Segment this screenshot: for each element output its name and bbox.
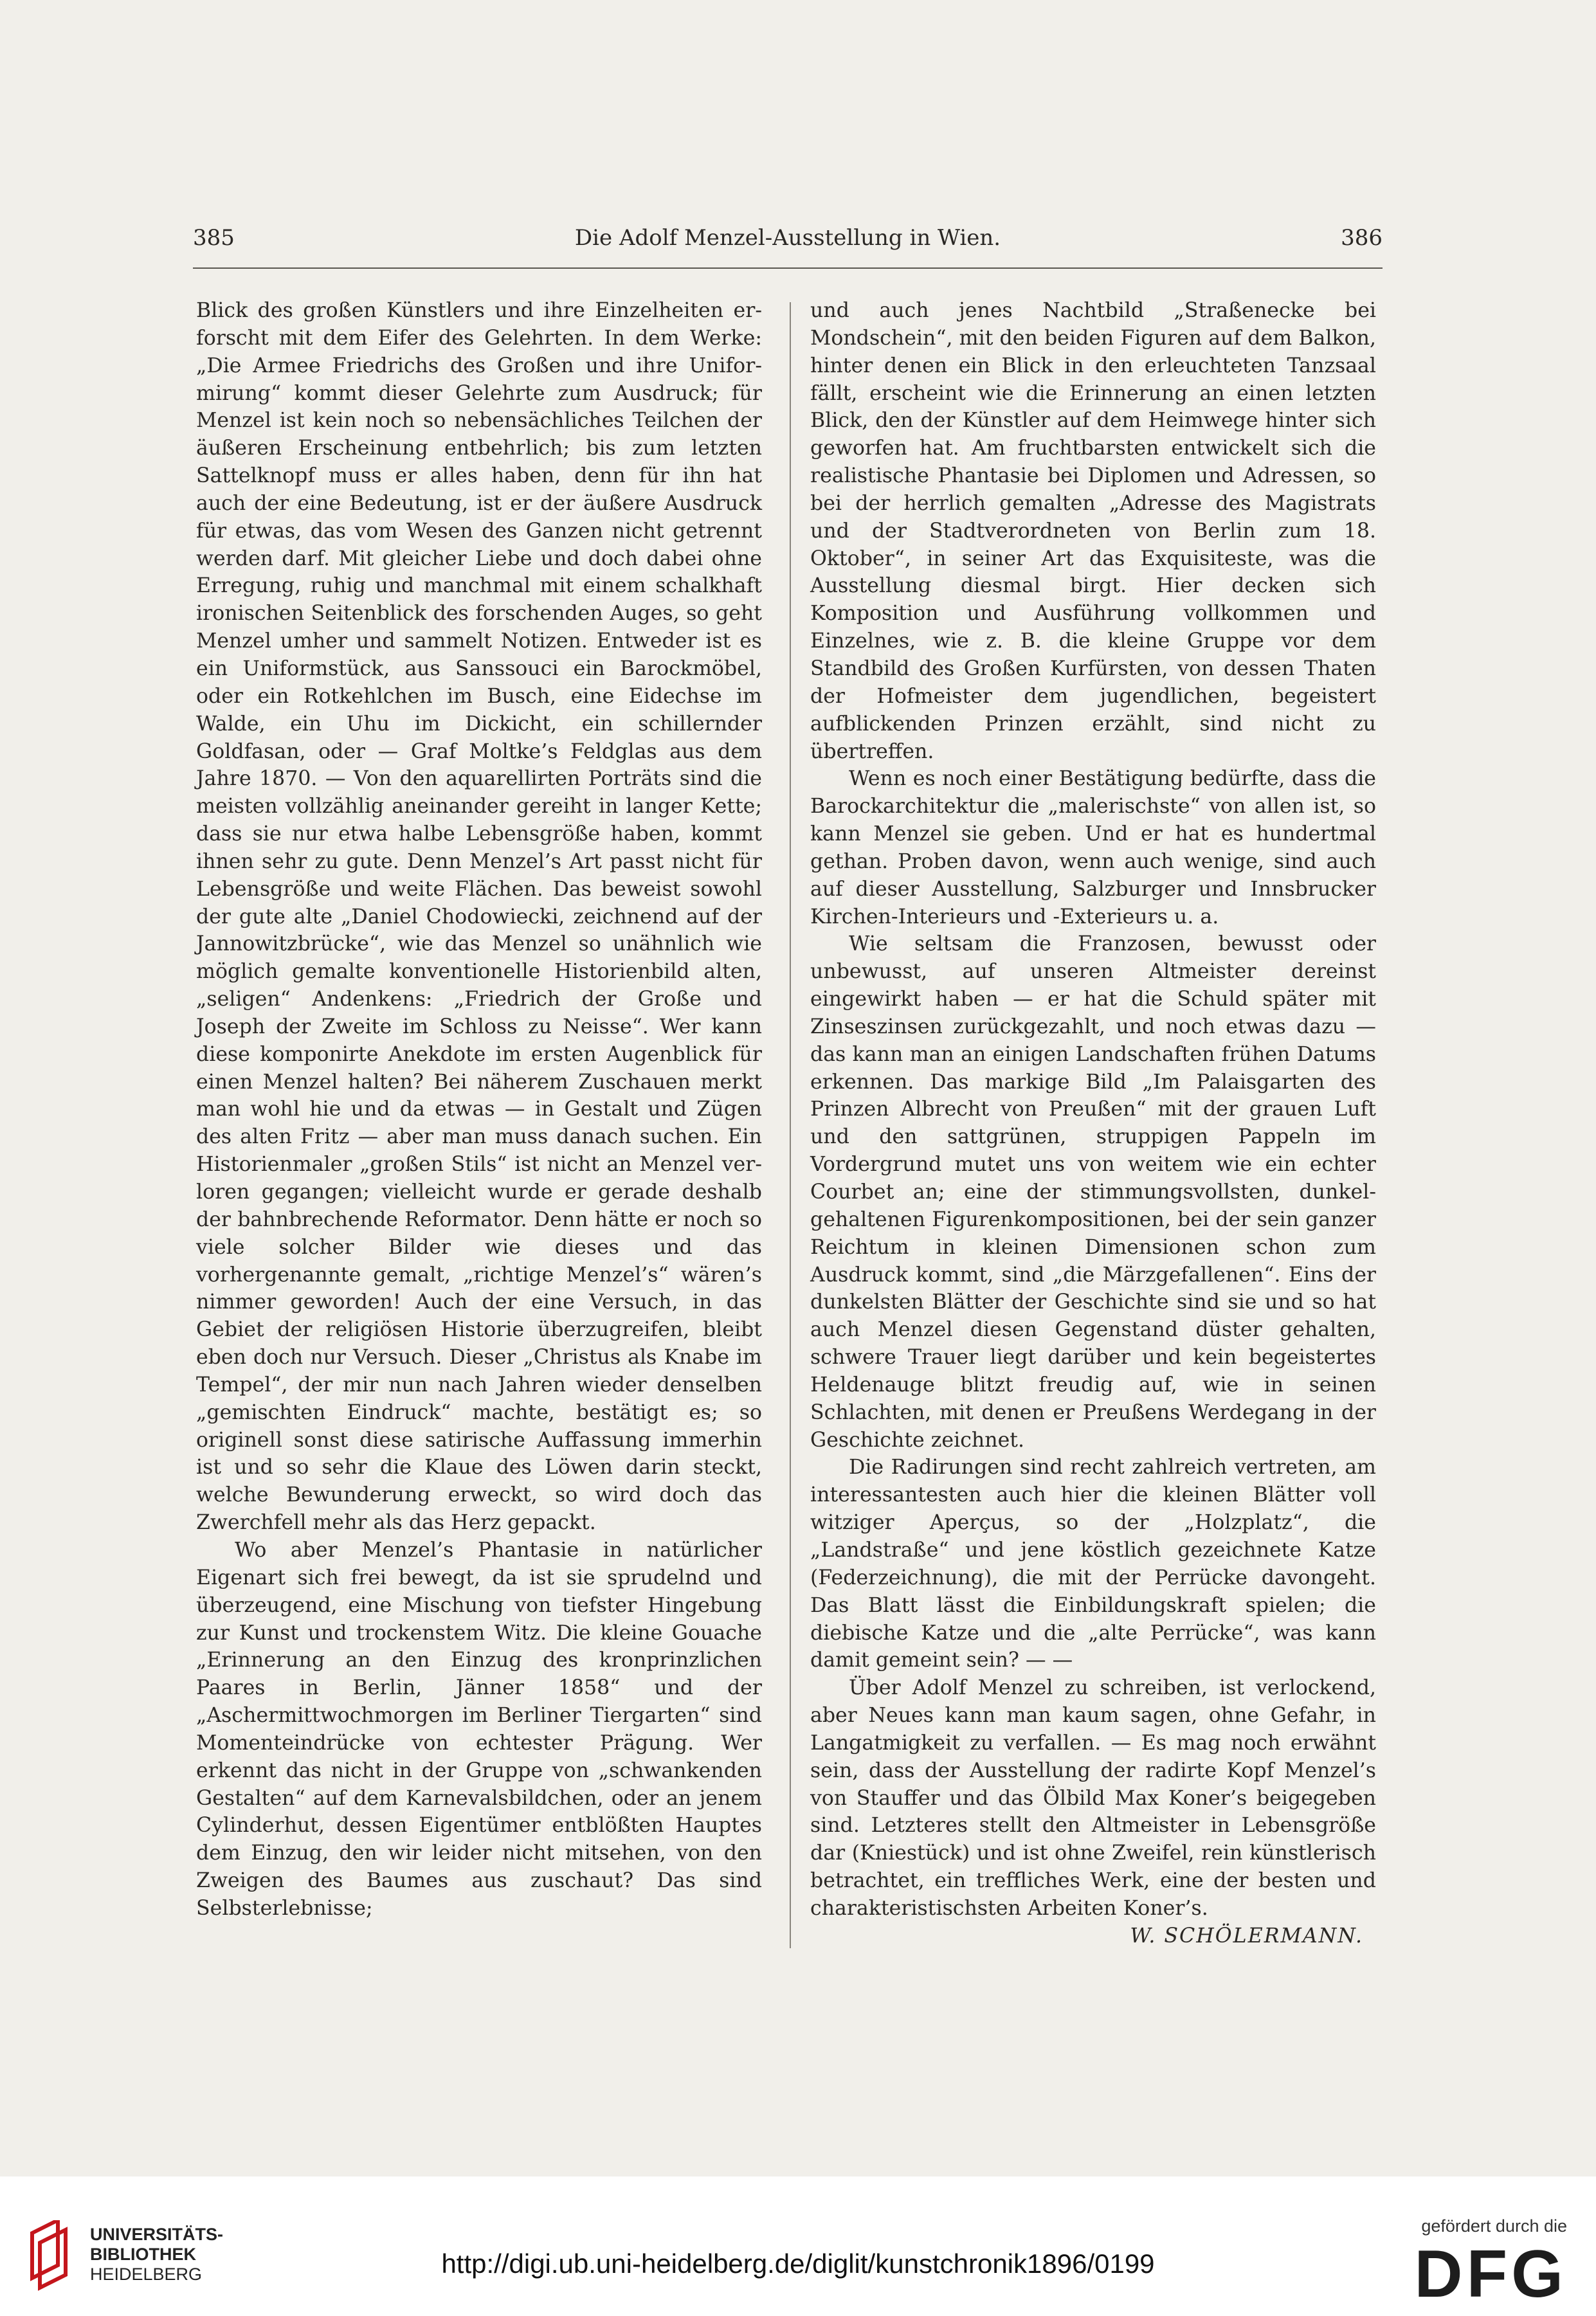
dfg-logo: DFG — [1414, 2237, 1567, 2311]
paragraph: Wo aber Menzel’s Phantasie in natürlicher Eigenart sich frei bewegt, da ist sie sprudelnd und überzeugend, eine Mischung von tiefster Hingebung zur Kunst und trockenstem Witz. Die kleine Gouache „Erinnerung an den Einzug des kronprinzlichen Paares in Berlin, Jänner 1858“ und der „Aschermittwochmorgen im Berliner Tiergarten“ sind Momenteindrücke von echtester Prägung. Wer erkennt das nicht in der Gruppe von „schwankenden Gestalten“ auf dem Karnevalsbildchen, oder an jenem Cylinderhut, dessen Eigentümer entblößten Hauptes dem Einzug, den wir leider nicht mitsehen, von den Zweigen des Baumes aus zuschaut? Das sind Selbsterlebnisse; — [196, 1538, 762, 1920]
paragraph: Die Radirungen sind recht zahlreich vertreten, am interessantesten auch hier die kleinen Blätter voll witziger Aperçus, so der „Holzplatz“, die „Landstraße“ und jene köstlich gezeichnete Katze (Federzeichnung), die mit der Perrücke davongeht. Das Blatt lässt die Einbildungskraft spielen; die diebische Katze und die „alte Perrücke“, was kann damit gemeint sein? — — — [810, 1456, 1376, 1672]
left-column — [196, 297, 762, 1922]
funding-note: gefördert durch die — [1421, 2216, 1567, 2236]
paragraph: Über Adolf Menzel zu schreiben, ist verlockend, aber Neues kann man kaum sagen, ohne Gefahr, in Langatmigkeit zu verfallen. — Es mag noch erwähnt sein, dass der Ausstellung der radirte Kopf Menzel’s von Stauffer und das Ölbild Max Koner’s beigegeben sind. Letzteres stellt den Altmeister in Lebensgröße dar (Kniestück) und ist ohne Zweifel, rein künstlerisch betrachtet, ein treffliches Werk, eine der besten und charakteristischsten Arbeiten Koner’s. — [810, 1676, 1376, 1920]
column-divider — [790, 302, 791, 1948]
running-title: Die Adolf Menzel-Ausstellung in Wien. — [574, 225, 1001, 251]
running-header — [193, 225, 1383, 264]
author-signature: W. SCHÖLERMANN. — [1130, 1924, 1363, 1948]
paragraph: Blick des großen Künstlers und ihre Einzelheiten erforscht mit dem Eifer des Gelehrten. In dem Werke: „Die Armee Friedrichs des Großen und ihre Uniformirung“ kommt dieser Gelehrte zum Ausdruck; für Menzel ist kein noch so nebensächliches Teilchen der äußeren Erscheinung entbehrlich; bis zum letzten Sattelknopf muss er alles haben, denn für ihn hat auch der eine Bedeutung, ist er der äußere Ausdruck für etwas, das vom Wesen des Ganzen nicht getrennt werden darf. Mit gleicher Liebe und doch dabei ohne Erregung, ruhig und manchmal mit einem schalkhaft ironischen Seitenblick des forschenden Auges, so geht Menzel umher und sammelt Notizen. Entweder ist es ein Uniformstück, aus Sanssouci ein Barockmöbel, oder ein Rotkehlchen im Busch, eine Eidechse im Walde, ein Uhu im Dickicht, ein schillernder Goldfasan, oder — Graf Moltke’s Feldglas aus dem Jahre 1870. — Von den aquarellirten Porträts sind die meisten vollzählig aneinander gereiht in langer Kette; dass sie nur etwa halbe Lebensgröße haben, kommt ihnen sehr zu gute. Denn Menzel’s Art passt nicht für Lebensgröße und weite Flächen. Das beweist sowohl der gute alte „Daniel Chodowiecki, zeichnend auf der Jannowitzbrücke“, wie das Menzel so unähnlich wie möglich gemalte konventionelle Historienbild alten, „seligen“ Andenkens: „Friedrich der Große und Joseph der Zweite im Schloss zu Neisse“. Wer kann diese komponirte Anekdote im ersten Augenblick für einen Menzel halten? Bei näherem Zuschauen merkt man wohl hie und da etwas — in Gestalt und Zügen des alten Fritz — aber man muss danach suchen. Ein Historienmaler „großen Stils“ ist nicht an Menzel verloren gegangen; vielleicht wurde er gerade deshalb der bahnbrechende Reformator. Denn hätte er noch so viele solcher Bilder wie dieses und das vorhergenannte gemalt, „richtige Menzel’s“ wären’s nimmer geworden! Auch der eine Versuch, in das Gebiet der religiösen Historie überzugreifen, bleibt eben doch nur Versuch. Dieser „Christus als Knabe im Tempel“, der mir nun nach Jahren wieder denselben „gemischten Eindruck“ machte, bestätigt es; so originell sonst diese satirische Auffassung immerhin ist und so sehr die Klaue des Löwen darin steckt, welche Bewunderung erweckt, so wird doch das Zwerchfell mehr als das Herz gepackt. — [196, 299, 762, 1535]
header-rule — [193, 267, 1383, 269]
page-number-left: 385 — [193, 225, 235, 251]
page-number-right: 386 — [1341, 225, 1383, 251]
paragraph: und auch jenes Nachtbild „Straßenecke bei Mondschein“, mit den beiden Figuren auf dem Balkon, hinter denen ein Blick in den erleuchteten Tanzsaal fällt, erscheint wie die Erinnerung an einen letzten Blick, den der Künstler auf dem Heimwege hinter sich geworfen hat. Am fruchtbarsten entwickelt sich die realistische Phantasie bei Diplomen und Adressen, so bei der herrlich gemalten „Adresse des Magistrats und der Stadtverordneten von Berlin zum 18. Oktober“, in seiner Art das Exquisiteste, was die Ausstellung diesmal birgt. Hier decken sich Komposition und Ausführung vollkommen und Einzelnes, wie z. B. die kleine Gruppe vor dem Standbild des Großen Kurfürsten, von dessen Thaten der Hofmeister dem jugendlichen, begeistert aufblickenden Prinzen erzählt, sind nicht zu übertreffen. — [810, 299, 1376, 763]
paragraph: Wenn es noch einer Bestätigung bedürfte, dass die Barockarchitektur die „malerischste“ von allen ist, so kann Menzel sie geben. Und er hat es hundertmal gethan. Proben davon, wenn auch wenige, sind auch auf dieser Ausstellung, Salzburger und Innsbrucker Kirchen-Interieurs und -Exterieurs u. a. — [810, 767, 1376, 928]
paragraph: Wie seltsam die Franzosen, bewusst oder unbewusst, auf unseren Altmeister dereinst eingewirkt haben — er hat die Schuld später mit Zinseszinsen zurückgezahlt, und noch etwas dazu — das kann man an einigen Landschaften frühen Datums erkennen. Das markige Bild „Im Palaisgarten des Prinzen Albrecht von Preußen“ mit der grauen Luft und den sattgrünen, struppigen Pappeln im Vordergrund mutet uns von weitem wie ein echter Courbet an; eine der stimmungsvollsten, dunkelgehaltenen Figurenkompositionen, bei der sein ganzer Reichtum in kleinen Dimensionen schon zum Ausdruck kommt, sind „die Märzgefallenen“. Eins der dunkelsten Blätter der Geschichte sind sie und so hat auch Menzel diesen Gegenstand düster gehalten, schwere Trauer liegt darüber und kein begeistertes Heldenauge blitzt freudig auf, wie in seinen Schlachten, mit denen er Preußens Werdegang in der Geschichte zeichnet. — [810, 932, 1376, 1452]
right-column — [810, 297, 1376, 1950]
library-name: UNIVERSITÄTS- BIBLIOTHEK HEIDELBERG — [90, 2225, 224, 2284]
permalink-url[interactable]: http://digi.ub.uni-heidelberg.de/diglit/kunstchronik1896/0199 — [441, 2248, 1155, 2279]
digitization-footer — [0, 2176, 1596, 2316]
